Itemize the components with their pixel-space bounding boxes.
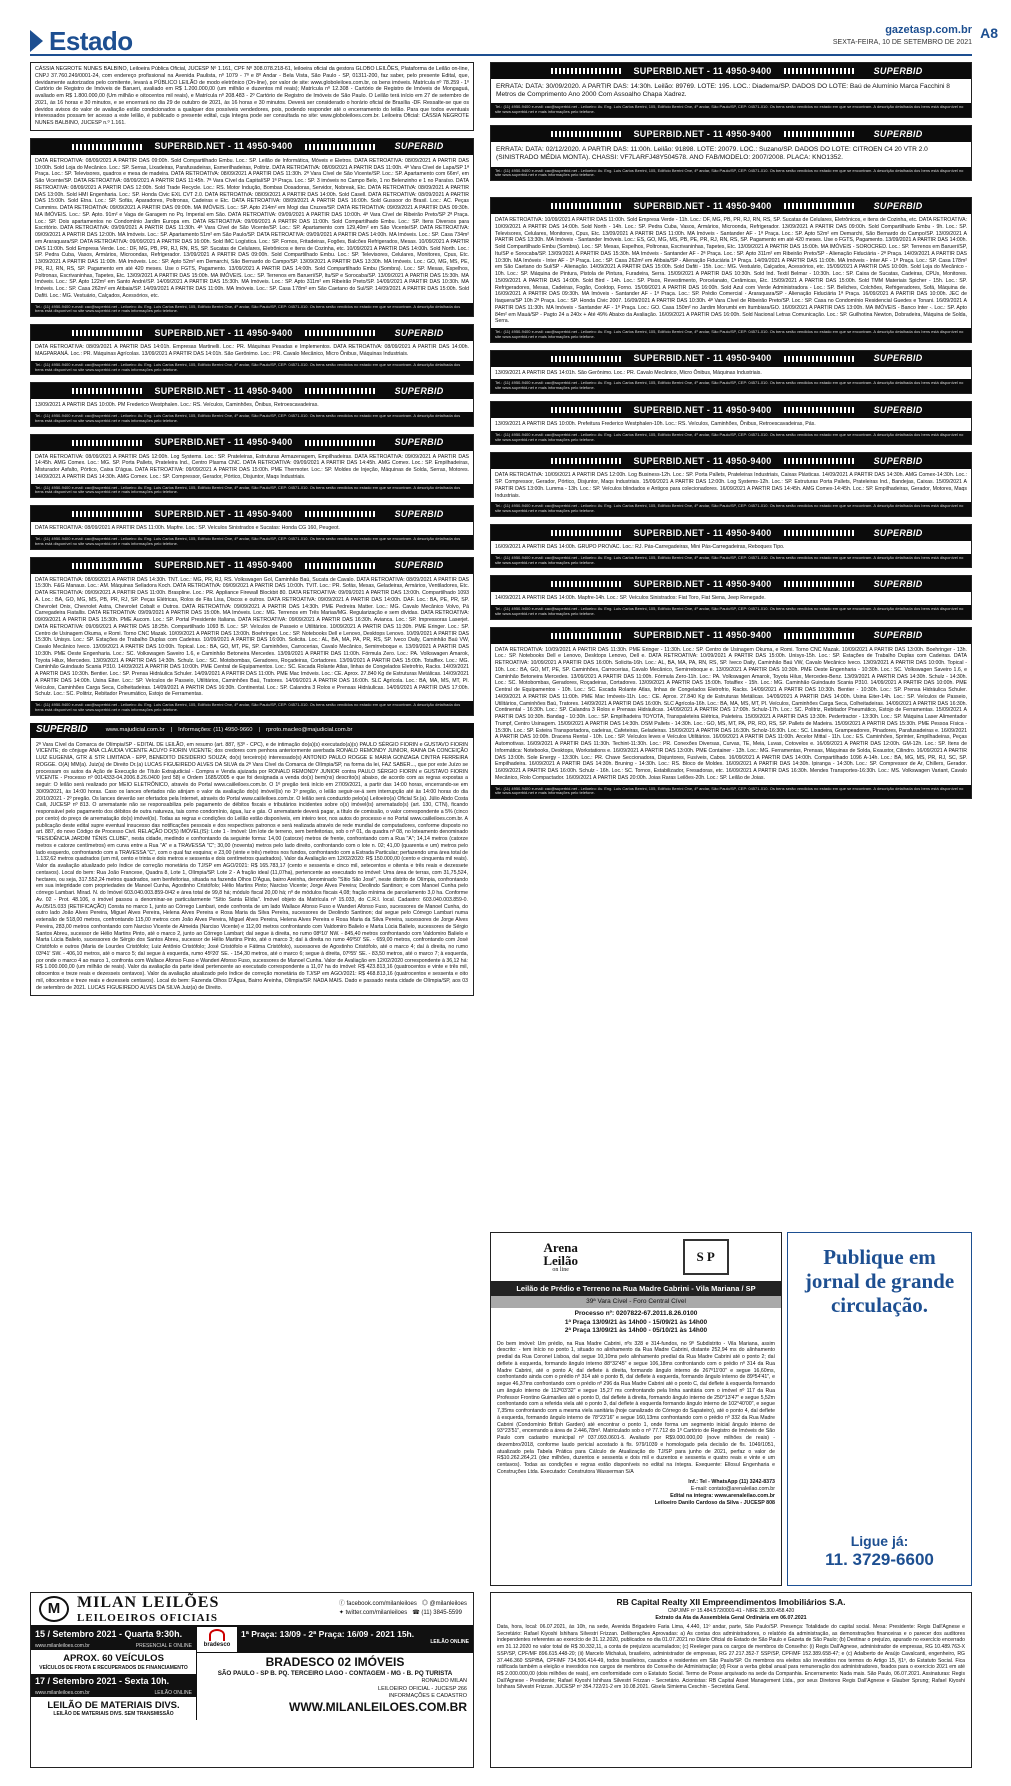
publique-phone[interactable]: 11. 3729-6600 (825, 1550, 934, 1570)
bradesco-title: BRADESCO 02 IMÓVEIS (265, 1655, 405, 1669)
superbid-ad (30, 138, 474, 317)
superbid-ad (30, 557, 474, 716)
edital-text: 2ª Vara Cível da Comarca de Olímpia/SP - EDITAL DE LEILÃO, em resumo (art. 887, §3º - CPC), e de intimação do(a)(s) executado(a)(s) PAULO SÉRGIO FIORIN e GUSTAVO FIORIN VICENTE; do cônjuge ANA CLÁUDIA VICENTE ACUYO FIORIN VICENTE; dos credores com penhora anteriormente averbada RONALD REMONDY JUNIOR, RAINA DA CONCEIÇÃO LUIZ EUGENIA, GTR & STR LIMITADA - EPP, BENEDITO DESIDERIO SOUZA; do(s) terceiro(s) interessado(s) ANTONIO PAULO ROGGE E MARIA GONZAGA CINTRA FERREIRA ROGGE. O(A) MM(a). Juiz(a) de Direito Dr.(a) LUCAS FIGUEIREDO ALVES DA SILVA da 2ª Vara Cível da Comarca de Olímpia/SP, na forma da lei, FAZ SABER..., que por este Juízo se processam os autos da Ação de Execução de Título Extrajudicial - Compra e Venda ajuizada por RONALD REMONDY JUNIOR contra PAULO SÉRGIO FIORIN e GUSTAVO FIORIN VICENTE - Processo nº 0014333-04.2006.8.26.0400 (ord 58) e Ordem 1685/2005 e que foi designada a venda do(s) bem(ns) descrito(s) abaixo, de acordo com as regras expostas a seguir: O leilão será realizado por MEIO ELETRÔNICO, através do Portal www.caiileiloes.com.br. O 1º pregão terá início em 27/09/2021, a partir das 14:00 horas, encerrando-se em 30/09/2021, às 14:00 horas. Caso os lances ofertados não atinjam o valor da avaliação do(s) imóvel(is) no 1º pregão, o leilão seguir-se-á sem interrupção até às 14:00 horas do dia 20/10/2021 - 2º pregão. Os lances deverão ser ofertados pela Internet, através do Portal www.caiileiloes.com.br. O leilão será conduzido pelo(a) Leiloeiro(a) Oficial Sr.(a). Júlio Abdo Costa Caili, JUCESP nº 813. O arrematante não se responsabiliza pelo pagamento de débitos fiscais e tributários incidentes sobre o(s) imóvel(is) arrematado(s) (art. 130, CTN), ficando responsável pelo pagamento dos débitos de outra natureza, tais como condomínio, água, luz e gás. O arrematante deverá pagar, a título de comissão, o valor correspondente a 5% (cinco por cento) do preço de arrematação do(s) imóvel(is). Todas as regras e condições do Leilão estão disponíveis, em inteiro teor, nos autos do processo e no Portal www.caiileiloes.com.br. A publicação deste edital supre eventual insucesso das notificações pessoais e dos respectivos patronos e será realizada através de rede mundial de computadores, conforme disposto no art. 887, do novo Código de Processo Civil. RELAÇÃO DO(S) IMÓVEL(IS): Lote 1 - Imóvel: Um lote de terreno, sem benfeitorias, sob o nº 01, da quadra nº 08, no loteamento denominado "RESIDÊNCIA JARDIM TÊNIS CLUBE", nesta cidade, medindo e confrontando da seguinte forma: 14,00 (catorze) metros de frente, confrontando com a Rua "A"; 14,14 metros (catorze metros e catorze centímetros) em curva entre a Rua "A" e a TRAVESSA "C"; 30,00 (noventa) metros pelo lado direito, confrontando com o lote n. 02; 41,00 (quarenta e um) metros pelo lado esquerdo, confrontando com a TRAVESSA "C", com o qual faz esquina; e 23,00 (vinte e três) metros nos fundos, confrontando com a Estrada Particular; perfazendo uma área total de 1.132,62 metros quadrados (um mil, cento e trinta e dois metros e sessenta e dois centímetros quadrados). Valor da Avaliação em 12/02/2020: R$ 150.000,00 (cento e cinquenta mil reais). Valor da avaliação atualizado pelo índice de correção monetária do TJ/SP em AGO/2021: R$ 165.783,17 (cento e sessenta e cinco mil, setecentos e oitenta e três reais e dezessete centavos). Local do bem: Rua João Francese, Quadra 8, Lote 1, Olímpia/SP. Lote 2 - A fração ideal (11,07ha), pertencente ao executado no imóvel: Uma área de terras, com 31,75,524, hectares, ou seja, 317.552,24 metros quadrados, sem benfeitorias, situada na fazenda Olhos D'Água, bairro Areinha, denominado "Sítio São José", neste distrito de Olímpia, confrontando em sua integridade com propriedades de Manoel Cunha, Agostinho Cristófolo; Hélio Martins Pinto; Narciso Vicente; Jorge Alves Pereira; Deolindo Santinon; e com Manoel Cunha pelo córrego Lambari. Mirad. N. do Imóvel 603.040.003.859-0/42 e área total de 99,8 há; módulo fiscal 20,00 há; nº de módulos fiscais 4,08; fração mínima de parcelamento 3,0 ha. Conforme Av. 02 - Prot. 48.106, o imóvel passou a denominar-se particularmente "Sítio Santa Elídia". Imóvel objeto da Matrícula nº 15.033, do C.R.I. local. Cadastro: 603.040.003.859-0. Av.05/15.033 (RETIFICAÇÃO) Consta no marco 1, junto ao Córrego Lambari, onde confronta de um lado Wallace Afonso Fuso e Wanderi Afonso Fuso, sucessores de Manoel Cunha, do outro lado João Alves Pereira, Miguel Alves Pereira, Helena Alves Pereira e Rosa Maria da Silva Pereira, sucessores de Deolindo Santinon; daí segue pelo Córrego Lambari numa extensão de 518,00 metros, confrontando 115,00 metros com João Alves Pereira, Miguel Alves Pereira, Helena Alves Pereira e Rosa Maria da Silva Pereira, sucessores de Jorge Alves Pereira, 283,00 metros confrontando com Narciso Vicente de Almeida (Narciso Vicente) e 112,00 metros confrontando com Valdomiro Balielo e Marta Lúcia Balielo, sucessores de Sérgio Santos Abreu, sucessor de Hélio Martins Pinto, até o marco 2, junto ao Córrego Lambari; daí segue à direita, no rumo 08º10' NW. - 845,40 metros confrontando com Valdomiro Balielo e Marta Lúcia Balielo, sucessores de Sérgio dos Santos Abreu, sucessor de Hélio Martins Pinto, até o marco 3; daí à direita no rumo 46º50' SE. - 659,00 metros, confrontando com José Cristófolo e outros (Maria de Lourdes Cristófolo; Luiz Antônio Cristófolo; José Cristófolo e Fátima Cristófolo), sucessores de Agostinho Cristófolo, até o marco 4; daí à direita, no rumo 03º41' SW. - 406,10 metros, até o marco 5; daí segue à esquerda, rumo 45º20' SE. - 154,30 metros, até o marco 6; segue à direita, 07º55' SE. - 83,50 metros, até o marco 7; à esquerda, por onde o marco 4 ao marco 1, confronta com Wallace Afonso Fuso e Wanderi Afonso Fuso, sucessores de Manoel Cunha. Valor de Avaliação em 12/02/2020 correspondente à 36,12 há: R$ 1.000.000,00 (um milhão de reais). Valor da avaliação da parte ideal pertencente ao executado correspondente a 11,07 ha do imóvel: R$ 423.813,16 (quatrocentos e vinte e três mil, oitocentos e treze reais e dezesseis centavos). Valor da avaliação atualizado pelo índice de correção monetária do TJ/SP em AGO/2021: R$ 468.813,16 (quatrocentos e sessenta e oito mil, oitocentos e treze reais e dezesseis centavos). Local do bem: Fazenda Olhos D'Água, Bairro Areinha, Olímpia/SP. NADA MAIS. Dado e passado nesta cidade de Olímpia/SP, aos 03 de setembro de 2021. LUCAS FIGUEIREDO ALVES DA SILVA Juiz(a) de Direito. (30, 738, 474, 997)
ad-footer: Tel.: (11) 4950-9400 e-mail: cac@superbid.net - Leiloeiro: Av. Eng. Luís Carlos Berrini, 105, Edifício Berrini One, 4º andar, São Paulo/SP, CEP: 04571-010. Os bens serão vendidos no estado em que se encontram. A descrição detalhada dos bens está disponível no site www.superbid.net e mais informações pelo telefone. (31, 535, 473, 549)
arena-process: Processo nº: 0207822-67.2011.8.26.0100 1ª Praça 13/09/21 às 14h00 - 15/09/21 às 14h00 2ª Praça 13/09/21 às 14h00 - 05/10/21 às 14h00 (564, 1310, 708, 1335)
ad-footer: Tel.: (11) 4950-9400 e-mail: cac@superbid.net - Leiloeiro: Av. Eng. Luís Carlos Berrini, 105, Edifício Berrini One, 4º andar, São Paulo/SP, CEP: 04571-010. Os bens serão vendidos no estado em que se encontram. A descrição detalhada dos bens está disponível no site www.superbid.net e mais informações pelo telefone. (491, 379, 971, 393)
rb-cnpj: CNPJ/MF nº 15.484.572/0001-41 - NIRE 35.300.458.420 (667, 1608, 795, 1615)
superbid-errata (490, 62, 972, 118)
superbid-banner: SUPERBID.NET - 11 4950-9400 SUPERBID (491, 628, 971, 644)
rb-subtitle: Extrato da Ata da Assembleia Geral Ordinária em 06.07.2021 (655, 1615, 807, 1622)
left-column (30, 62, 474, 996)
court-seal-icon: S P (683, 1239, 729, 1275)
rb-title: RB Capital Realty XII Empreendimentos Imobiliários S.A. (616, 1597, 846, 1607)
phone-icon: ☎ (412, 1610, 422, 1616)
superbid-ad (490, 401, 972, 445)
ad-listing: DATA RETROATIVA: 08/09/2021 A PARTIR DAS 11:00h. Mapfre. Loc.: SP. Veículos Sinistrados e Sucatas: Honda CG 160, Peugeot. (35, 525, 340, 532)
ad-footer: Tel.: (11) 4950-9400 e-mail: cac@superbid.net - Leiloeiro: Av. Eng. Luís Carlos Berrini, 105, Edifício Berrini One, 4º andar, São Paulo/SP, CEP: 04571-010. Os bens serão vendidos no estado em que se encontram. A descrição detalhada dos bens está disponível no site www.superbid.net e mais informações pelo telefone. (491, 785, 971, 799)
bradesco-section (197, 1627, 473, 1720)
superbid-banner: SUPERBID.NET - 11 4950-9400 SUPERBID (491, 402, 971, 418)
superbid-banner: SUPERBID.NET - 11 4950-9400 SUPERBID (31, 435, 473, 451)
event-date: 17 / Setembro 2021 - Sexta 10h. (31, 1674, 196, 1689)
milan-name: MILAN LEILÕES LEILOEIROS OFICIAIS (77, 1593, 220, 1625)
praca-dates: 1ª Praça: 13/09 - 2ª Praça: 16/09 - 2021 15h. LEILÃO ONLINE (237, 1627, 473, 1652)
superbid-banner: SUPERBID.NET - 11 4950-9400 SUPERBID (491, 525, 971, 541)
milan-footer: RONALDO MILAN LEILOEIRO OFICIAL - JUCESP 266 INFORMAÇÕES E CADASTRO WWW.MILANLEILOES.COM.BR (289, 1678, 467, 1714)
ad-footer: Tel.: (11) 4950-9400 e-mail: cac@superbid.net - Leiloeiro: Av. Eng. Luís Carlos Berrini, 105, Edifício Berrini One, 4º andar, São Paulo/SP, CEP: 04571-010. Os bens serão vendidos no estado em que se encontram. A descrição detalhada dos bens está disponível no site www.superbid.net e mais informações pelo telefone. (491, 554, 971, 568)
arena-header (491, 1233, 781, 1281)
edital-site[interactable]: www.majudicial.com.br (105, 726, 165, 733)
ad-footer: Tel.: (11) 4950-9400 e-mail: cac@superbid.net - Leiloeiro: Av. Eng. Luís Carlos Berrini, 105, Edifício Berrini One, 4º andar, São Paulo/SP, CEP: 04571-010. Os bens serão vendidos no estado em que se encontram. A descrição detalhada dos bens está disponível no site www.superbid.net e mais informações pelo telefone. (31, 484, 473, 498)
header-info (833, 24, 972, 48)
superbid-banner: SUPERBID.NET - 11 4950-9400 SUPERBID (491, 126, 971, 142)
superbid-errata (490, 125, 972, 181)
twitter-icon: ✦ (338, 1610, 346, 1616)
ad-listing: DATA RETROATIVA: 08/09/2021 A PARTIR DAS 09:00h. Sold Compartilhado Embu. Loc.: SP. Leilão de Informática, Móveis e Eletros. DATA RETROATIVA: 08/09/2021 A PARTIR DAS 10:00h. Sold Loja do Mecânico. Loc.: SP. Serras, Lixadeiras, Parafusadeiras, Esmerilhadeiras, Politriz. DATA RETROATIVA: 08/09/2021 A PARTIR DAS 11:00h. 4ª Vara Cível de Lapa/SP 1ª Praça. Loc.: SP. Televisores, quadros e mesa de madeira. DATA RETROATIVA: 08/09/2021 A PARTIR DAS 11:30h. 2ª Vara Cível de São Vicente/SP. Loc.: SP. Apartamento com 66m², em São Vicente/SP. DATA RETROATIVA: 08/09/2021 A PARTIR DAS 11:45h. 7ª Vara Cível da Capital/SP 1ª Praça. Loc.: SP. 3 imóveis no Campo Belo, 1 no Belenzinho e 1 no Paraíso. DATA RETROATIVA: 08/09/2021 A PARTIR DAS 12:00h. Sold Trade Recycle. Loc.: RS. Motor Indução, Bombas Dosadoras, Servidor, Nobreak, Etc. DATA RETROATIVA: 08/09/2021 A PARTIR DAS 13:00h. Sold HMI Engenharia. Loc.: SP. Honda Civic EXL CVT 2.0. DATA RETROATIVA: 08/09/2021 A PARTIR DAS 14:00h. Sold Casell. DATA RETROATIVA: 08/09/2021 A PARTIR DAS 15:00h. Sold Etna. Loc.: SP. Sofás, Aparadores, Poltronas, Cadeiras e Etc. DATA RETROATIVA: 08/09/2021 A PARTIR DAS 16:00h. Sold Gussoor do Brasil. Loc.: AC. Peças Cummins. DATA RETROATIVA: 09/09/2021 A PARTIR DAS 09:00h. MA IMÓVEIS. Loc.: SP. Apto 214m² em Mogi das Cruzes/SP. DATA RETROATIVA: 09/09/2021 A PARTIR DAS 09:30h. MA IMÓVEIS. Loc.: SP. Apto. 91m² e Vaga de Garagem no Pq. Imperial em São. DATA RETROATIVA: 09/09/2021 A PARTIR DAS 10:00h. 4ª Vara Cível de Ribeirão Preto/SP 2ª Praça. Loc.: SP. Dois apartamentos no Condomínio Jardim Europa em. DATA RETROATIVA: 09/09/2021 A PARTIR DAS 11:00h. Sold Compartilhado Embu. Loc.: SP. Itens Diversos para Escritório. DATA RETROATIVA: 09/09/2021 A PARTIR DAS 11:30h. 4ª Vara Cível de São Vicente/SP. Loc.: SP. Apartamento com 129,40m² em São Vicente/SP. DATA RETROATIVA: 09/09/2021 A PARTIR DAS 12:00h. MA Imóveis. Loc.: SP. Apartamento 51m² em São Paulo/SP. DATA RETROATIVA: 09/09/2021 A PARTIR DAS 14:00h. MA Imóveis. Loc.: SP. Casa 734m² em Araraquara/SP. DATA RETROATIVA: 09/09/2021 A PARTIR DAS 16:00h. Sold IMC Logística. Loc.: SP. Fornos, Fritadeiras, Fogões, Balcões Refrigerados, Mesas. 10/09/2021 A PARTIR DAS 11:00h. Sold Empresa Verde. Loc.: DF, MG, PB, PR, RJ, RN, RS, SP. Sucatas de Celulares, Eletrônicos e itens de Cozinha, etc. 10/09/2021 A PARTIR DAS 14:00h. Sold North. Loc.: SP. Pedra Cuba, Vasos, Armários, Microondas, Refrigerador. 13/09/2021 A PARTIR DAS 09:00h. Sold Compartilhado Embu. Loc.: SP. Televisores, Celulares, Monitores, Cpus, Etc. 13/09/2021 A PARTIR DAS 11:00h. MA Imóveis. Loc.: SP. Apto 52m² em Demarchi, São Bernardo do Campo/SP. 13/09/2021 A PARTIR DAS 13:30h. MA Imóveis. Loc.: GO, MG, MS, PE, PR, RJ, RN, RS, SP. Pagamento em até 420 meses. Use o FGTS, Pagamento. 13/09/2021 A PARTIR DAS 14:00h. Sold Compartilhado Embu (Sombra). Loc.: SP. Mesas, Espelhos, Poltronas, Escrivaninhas, Tapetes, Etc. 13/09/2021 A PARTIR DAS 15:00h. MA IMÓVEIS. Loc.: SP. Terrenos em Barueri/SP, Itu/SP e Sorocaba/SP. 13/09/2021 A PARTIR DAS 15:30h. MA Imóveis. Loc.: SP. Apto 122m² em Santo André/SP. 14/09/2021 A PARTIR DAS 15:30h. MA Imóveis. Loc.: SP. Apto 311m² em Ribeirão Preto/SP. 14/09/2021 A PARTIR DAS 10:30h. MA Imóveis. Loc.: SP. Casa 262m² em Atibaia/SP. 14/09/2021 A PARTIR DAS 11:00h. MA Imóveis. Loc.: SP. Casa 178m² em São Caetano do Sul/SP. 14/09/2021 A PARTIR DAS 15:00h. Sold Dafiti. Loc.: MG. Vestuário, Calçados, Acessórios, etc. (35, 157, 469, 299)
ad-listing: 13/09/2021 A PARTIR DAS 10:00h. Prefeitura Frederico Westphalen-10h. Loc.: RS. Veículos, Caminhões, Ônibus, Retroescavadeiras, Pás. (495, 421, 816, 428)
milan-logo-icon: M (39, 1596, 69, 1622)
ad-footer: Tel.: (11) 4950-9400 e-mail: cac@superbid.net - Leiloeiro: Av. Eng. Luís Carlos Berrini, 105, Edifício Berrini One, 4º andar, São Paulo/SP, CEP: 04571-010. Os bens serão vendidos no estado em que se encontram. A descrição detalhada dos bens está disponível no site www.superbid.net e mais informações pelo telefone. (31, 361, 473, 375)
milan-social: ⓕ facebook.com/milanleiloes ◎ @milanleiloes ✦ twitter.com/milanleiloes ☎ (11) 3845-5599 (338, 1601, 467, 1616)
globo-leiloes-notice: CÁSSIA NEGROTE NUNES BALBINO, Leiloeira Pública Oficial, JUCESP Nº 1.161, CPF Nº 308.078.218-61, leiloeira oficial da gestora GLOBO LEILÕES, Plataforma de Leilão on-line, CNPJ 37.760.249/0001-24, com endereço profissional na Avenida Paulista, nº 1079 - 7º e 8º Andar - Bela Vista, São Paulo - SP, 01311-200, faz saber, pelo presente Edital, que, devidamente autorizados pelo comitente, levará a PÚBLICO LEILÃO de modo eletrônico (On-line), por valor de site: www.globoleiloes.com.br, os bens imóveis. Matrícula nº 78.259 - 1º Cartório de Registro de Imóveis de Barueri, avaliado em R$ 1.200.000,00 (um milhão e duzentos mil reais); Matrícula nº 12.308 - Cartório de Registro de Imóveis de Mongaguá, avaliado em R$ 1.800.000,00 (Um milhão e oitocentos mil reais), e Matrícula nº 208.483 - 2º Cartório de Registro de Imóveis de São Paulo. O Leilão terá início em 27 de setembro de 2021, às 16 horas e 30 minutos, e se encerrará no dia 29 de outubro de 2021, às 16 horas e 30 minutos. Deverá ser considerado o horário oficial de Brasília -DF. Ressalte-se que os devidos avisos do valor de avaliação estão condicionados a qualquer dos possíveis vendedores, pois, podendo responder até o encerramento do leilão. Para que todos eventuais interessados possam ter acesso a este leilão, é publicado o presente edital, cuja íntegra pode ser consultada no site: www.globoleiloes.com.br. Leiloeira Oficial: CÁSSIA NEGROTE NUNES BALBINO, JUCESP n.º 1.161. (30, 62, 474, 131)
event-date: 15 / Setembro 2021 - Quarta 9:30h. (31, 1627, 196, 1642)
arena-court: 39ª Vara Cível - Foro Central Cível (491, 1296, 781, 1308)
event-title: APROX. 60 VEÍCULOS VEÍCULOS DE FROTA E RECUPERADOS DE FINANCIAMENTO (39, 1653, 188, 1671)
ad-listing: 13/09/2021 A PARTIR DAS 10:00h. PM Frederico Westphalen. Loc.: RS. Veículos, Caminhões, Ônibus, Retroescavadeiras. (35, 402, 319, 409)
errata-text: ERRATA: DATA: 30/09/2020. A PARTIR DAS: 14:30h. Leilão: 89769. LOTE: 195. LOC.: Diadema/SP. DADOS DO LOTE: Baú de Alumínio Marca Facchini 8 Metros de Comprimento Ano 2000 Com Assoalho Chapa Xadrez. (496, 83, 950, 99)
superbid-ad (30, 324, 474, 375)
page-number: A8 (980, 25, 998, 41)
superbid-ad (490, 350, 972, 394)
arena-logo: Arena Leilão on line (543, 1240, 578, 1273)
ad-listing: DATA RETROATIVA: 10/09/2021 A PARTIR DAS 12:00h. Log Business-12h. Loc.: SP. Porta Pallets, Prateleiras Industriais, Caixas Plásticas. 14/09/2021 A PARTIR DAS 14:30h. AMG Comex-14:30h. Loc.: SP. Compressor, Gerador, Pórtico, Disjuntor, Maqs Industriais. 15/09/2021 A PARTIR DAS 12:00h. Log Systems-12h. Loc.: SP. Estruturas Porta Pallets, Prateleiras Ind., Bandejas, Caixas. 15/09/2021 A PARTIR DAS 13:00h. Lumma - 13h. Loc.: SP. Veículos blindados e Antigos para colecionadores. 16/09/2021 A PARTIR DAS 14:45h. AMG Comex-14:45h. Loc.: SP. Empilhadeiras, Gerador, Motores, Maqs Industriais. (495, 472, 967, 499)
ad-footer: Tel.: (11) 4950-9400 e-mail: cac@superbid.net - Leiloeiro: Av. Eng. Luís Carlos Berrini, 105, Edifício Berrini One, 4º andar, São Paulo/SP, CEP: 04571-010. Os bens serão vendidos no estado em que se encontram. A descrição detalhada dos bens está disponível no site www.superbid.net e mais informações pelo telefone. (31, 701, 473, 715)
superbid-ad (30, 434, 474, 499)
ad-footer: Tel.: (11) 4950-9400 e-mail: cac@superbid.net - Leiloeiro: Av. Eng. Luís Carlos Berrini, 105, Edifício Berrini One, 4º andar, São Paulo/SP, CEP: 04571-010. Os bens serão vendidos no estado em que se encontram. A descrição detalhada dos bens está disponível no site www.superbid.net e mais informações pelo telefone. (491, 431, 971, 445)
right-column (490, 62, 972, 799)
publique-call: Ligue já: 11. 3729-6600 (796, 1533, 963, 1571)
ad-listing: 16/09/2021 A PARTIR DAS 14:00h. GRUPO PROVAC. Loc.: RJ. Pás-Carregadeiras, Mini Pás-Carregadeiras, Reboques Tipo. (495, 544, 785, 550)
publique-title: Publique em jornal de grande circulação. (804, 1245, 955, 1318)
superbid-ad (490, 197, 972, 343)
milan-leiloes-ad (30, 1592, 474, 1768)
ad-listing: 14/09/2021 A PARTIR DAS 14:00h. Mapfre-14h. Loc.: SP. Veículos Sinistrados: Fiat Toro, Fiat Siena, Jeep Renegade. (495, 595, 766, 602)
superbid-banner: SUPERBID.NET - 11 4950-9400 SUPERBID (491, 198, 971, 214)
superbid-ad (30, 382, 474, 426)
instagram-icon: ◎ (421, 1601, 430, 1607)
page-header (30, 22, 998, 56)
milan-header (31, 1593, 473, 1627)
superbid-banner: SUPERBID.NET - 11 4950-9400 SUPERBID (31, 325, 473, 341)
superbid-banner: SUPERBID.NET - 11 4950-9400 SUPERBID (491, 453, 971, 469)
bradesco-logo: bradesco (197, 1629, 237, 1649)
arena-contact: Inf.: Tel - WhatsApp (11) 3242-8373 E-mail: contato@arenaleilao.com.br Edital na íntegra: www.arenaleilao.com.br Leiloeiro Danilo Cardoso da Silva - JUCESP 808 (654, 1478, 775, 1507)
event-title: LEILÃO DE MATERIAIS DIVS. LEILÃO DE MATERIAIS DIVS. SEM TRANSMISSÃO (47, 1699, 180, 1718)
arena-title: Leilão de Prédio e Terreno na Rua Madre Cabrini - Vila Mariana / SP (491, 1281, 781, 1296)
ad-listing: DATA RETROATIVA: 08/09/2021 A PARTIR DAS 14:01h. Empresas Martinelli. Loc.: PR. Máquinas Pesadas e Implementos. DATA RETROATIVA: 08/09/2021 A PARTIR DAS 14:00h. MAGPARANÁ. Loc.: PR. Máquinas Agrícolas. 13/09/2021 A PARTIR DAS 14:01h. São Gerônimo. Loc.: PR. Cavalo Mecânico, Micro Ônibus, Máquinas Industriais. (35, 344, 469, 357)
superbid-banner: SUPERBID.NET - 11 4950-9400 SUPERBID (31, 139, 473, 155)
ad-footer: Tel.: (11) 4950-9400 e-mail: cac@superbid.net - Leiloeiro: Av. Eng. Luís Carlos Berrini, 105, Edifício Berrini One, 4º andar, São Paulo/SP, CEP: 04571-010. Os bens serão vendidos no estado em que se encontram. A descrição detalhada dos bens está disponível no site www.superbid.net e mais informações pelo telefone. (31, 303, 473, 317)
ad-listing: DATA RETROATIVA: 10/09/2021 A PARTIR DAS 11:00h. Sold Empresa Verde - 11h. Loc.: DF, MG, PB, PR, RJ, RN, RS, SP. Sucatas de Celulares, Eletrônicos, e itens de Cozinha, etc. DATA RETROATIVA: 10/09/2021 A PARTIR DAS 14:00h. Sold North - 14h. Loc.: SP. Pedra Cuba, Vasos, Armários, Microonda, Refrigerador. 13/09/2021 A PARTIR DAS 09:00h. Sold Compartilhado Embu - 9h. Loc.: SP. Televisores, Celulares, Monitores, Cpus, Etc. 13/09/2021 A PARTIR DAS 11:00h. MA Imóveis - Santander AF - 1ª Praça. Loc.: SP. Apto 52m² em Demarchi, São Bernardo do Campo/SP. 13/09/2021 A PARTIR DAS 13:30h. MA Imóveis - Santander Imóveis. Loc.: ES, GO, MG, MS, PB, PE, PR, RJ, RN, RS, SP. Pagamento em até 420 meses. Use o FGTS, Pagamento. 13/09/2021 A PARTIR DAS 14:00h. Sold Compartilhado Embu (Sombra). Loc.: SP. Mesas, Espelhos, Poltronas, Escrivaninhas, Tapetes, Etc. 13/09/2021 A PARTIR DAS 15:00h. MA IMÓVEIS - SOROCRED. Loc.: SP. Terrenos em Barueri/SP, Itu/SP e Sorocaba/SP. 13/09/2021 A PARTIR DAS 15:30h. MA Imóveis - Santander AF - 2ª Praça. Loc.: SP. Apto 311m² em Ribeirão Preto/SP - Alienação Fiduciária - 2ª Praça. 14/09/2021 A PARTIR DAS 10:30h. MA Imóveis - Inter AF - 1ª Praça. Loc.: SP. Casa 262m² em Atibaia/SP - Alienação Fiduciária 1ª Praça. 14/09/2021 A PARTIR DAS 11:00h. MA Imóveis - Inter AF - 1ª Praça. Loc.: SP. Casa 178m² em São Caetano do Sul/SP - Alienação. 14/09/2021 A PARTIR DAS 15:00h. Sold Dafiti - 15h. Loc.: MG. Vestuário, Calçados, Acessórios, etc. 15/09/2021 A PARTIR DAS 10:00h. Sold Loja do Mecânico - 10h. Loc.: SP. Máquina de Pintura, Pistola de Pintura, Furadeira, Serra. 15/09/2021 A PARTIR DAS 10:30h. Sold Ind. Textil Belmar - 10:30h. Loc.: SP. Caixa de Sucatas, Cadeiras, CPUs, Monitores. 15/09/2021 A PARTIR DAS 14:00h. Sold Bird - 14h. Loc.: SP. Pisos, Revestimento, Porcelanato, Cerâmicas, Etc. 15/09/2021 A PARTIR DAS 15:00h. Sold TMM Materiais Spicher - 15h. Loc.: SP. Refrigeradores, Mesas, Cadeiras, Fogão, Cooktop, Forno. 15/09/2021 A PARTIR DAS 16:00h. Sold Azul com Verde Administradora - Loc.: SP. Beliches, Colchões, Refrigeradores, Sofá, Máquina de. 16/09/2021 A PARTIR DAS 09:30h. MA Imóveis - Santander AF - 1ª Praça. Loc.: SP. Prédio Comercial - Araraquara/SP - Alienação Fiduciária 1ª Praça. 16/09/2021 A PARTIR DAS 10:00h. JEC de Itaquera/SP 10h 2ª Praça. Loc.: SP. Honda Civic 2007. 16/09/2021 A PARTIR DAS 10:30h. 4ª Vara Cível de Ribeirão Preto/SP. Loc.: SP. Casa no Condomínio Residencial Guedes e Tonani. 16/09/2021 A PARTIR DAS 11:30h. MA Imóveis - Santander AF - 1ª Praça. Loc.: GO. Casa 150m² no Jardim Morumbi em Itumbiara/GO. 16/09/2021 A PARTIR DAS 13:00h. MA IMÓVEIS - Banco Inter -. Loc.: SP. Apto 84m² em Mauá/SP - Pagto 24 a 240x + Até 49% Abaixo da Avaliação. 16/09/2021 A PARTIR DAS 16:00h. Sold Nacional Letras Comunicação. Loc.: SP. Guilhotina Newton, Dobradeira, Máquina de Solda, Serra. (495, 217, 967, 325)
edital-email[interactable]: rproto.macleo@majudicial.com.br (266, 726, 353, 733)
superbid-banner: SUPERBID.NET - 11 4950-9400 SUPERBID (491, 351, 971, 367)
ad-footer: Tel.: (11) 4950-9400 e-mail: cac@superbid.net - Leiloeiro: Av. Eng. Luís Carlos Berrini, 105, Edifício Berrini One, 4º andar, São Paulo/SP, CEP: 04571-010. Os bens serão vendidos no estado em que se encontram. A descrição detalhada dos bens está disponível no site www.superbid.net e mais informações pelo telefone. (491, 167, 971, 181)
site-link[interactable]: gazetasp.com.br (885, 24, 972, 36)
superbid-ad (30, 505, 474, 549)
superbid-banner: SUPERBID.NET - 11 4950-9400 SUPERBID (31, 383, 473, 399)
superbid-logo: SUPERBID (36, 724, 88, 736)
arena-leilao-ad (490, 1232, 782, 1586)
ad-listing: DATA RETROATIVA: 10/09/2021 A PARTIR DAS 11:30h. PME Eringer - 11:30h. Loc.: SP. Centro de Usinagem Okuma, e Romi. Torno CNC Mazak. 10/09/2021 A PARTIR DAS 13:00h. Boehringer - 13h. Loc.: SP. Notebooks Dell e Lenovo, Desktops Lenovo, Dell e. DATA RETROATIVA: 10/09/2021 A PARTIR DAS 15:00h. Unisys-15h. Loc.: SP. Estações de Trabalho Duplas com Cadeiras. DATA RETROATIVA: 10/09/2021 A PARTIR DAS 16:00h. Solicita-16h. Loc.: AL, BA, MA, PA, RN, RS, SP. Iveco Daily, Caminhão Baú VW, Cavalo Mecânico Iveco. 13/09/2021 A PARTIR DAS 10:00h. Topical - 10h. Loc.: BA, GO, MT, PE, SP. Caminhões, Carrocerias, Cavalo Mecânico, Semirreboque e. 13/09/2021 A PARTIR DAS 10:30h. PME Oeste Engenharia - 10:30h. Loc.: SC. Volkswagen Saveiro 1.6, e Caminhão Betoneira Mercedes. 13/09/2021 A PARTIR DAS 11:00h. Fórmula Zero-11h. Loc.: PA. Volkswagen Amarok, Toyota Hilux, Mercedes-Benz. 13/09/2021 A PARTIR DAS 14:30h. Schulz - 14:30h. Loc.: SC. Motobombas, Geradores, Roçadeiras, Cortadores. 13/09/2021 A PARTIR DAS 15:00h. Totalflex - 15h. Loc.: MG. Caminhão Guindauto Scania P310. 14/09/2021 A PARTIR DAS 10:00h. PME Central de Equipamentos - 10h. Loc.: SC. Escada Rolante Atlas, linhas de Congelados Eletrofrio, Racks. 14/09/2021 A PARTIR DAS 10:30h. Bentier - 10:30h. Loc.: SP. Prensa Hidráulica Schuler. 14/09/2021 A PARTIR DAS 11:00h. PME Mac Imóveis-11h. Loc.: CE. Aprox. 27.840 Kg de Estruturas Metálicas. 14/09/2021 A PARTIR DAS 14:00h. Usina Eiter-14h. Loc.: SP. Veículos de Passeio, Utilitários, Caminhões Baú, Tratores. 14/09/2021 A PARTIR DAS 16:00h. SLC Agrícola-16h. Loc.: BA, MA, MS, MT, PI. Veículos, Caminhões Carga Seca, Colheitadeiras. 14/09/2021 A PARTIR DAS 16:30h. Continental - 16:30h. Loc.: SP. Calandra 3 Rolos e Prensas Hidráulicas. 14/09/2021 A PARTIR DAS 17:00h. Schulz-17h. Loc.: SC. Politriz, Rebitador Pneumático, Estojo de Ferramentas. 15/09/2021 A PARTIR DAS 10:30h. Bandag - 10:30h. Loc.: SP. Empilhadeira TOYOTA, Transpaleteira Elétrica, Paleteira. 15/09/2021 A PARTIR DAS 13:30h. Pedertractor - 13:30h. Loc.: SP. Máquina Laser Alimentador Trumpf, Centro Usinagem. 15/09/2021 A PARTIR DAS 14:30h. DSM Pallets - 14:30h. Loc.: GO, MS, MT, PA, PR, RO, RS, SP. Pallets de Madeira. 15/09/2021 A PARTIR DAS 15:30h. PME Pessoa Física - 15:30h. Loc.: SP. Esteira Transportadora, cadeiras, Cafeteiras, Geladeiras. 15/09/2021 A PARTIR DAS 16:30h. Scholz-16:30h. Loc.: SC. Lixadeira, Grampeadores, Pinadores, Parafusadeiras e. 16/09/2021 A PARTIR DAS 10:00h. Dracena Rental - 10h. Loc.: SP. Veículos leves e Veículos Utilitários. 16/09/2021 A PARTIR DAS 11:00h. Arcelor Mittal - 11h. Loc.: ES. Caminhões, Sprinter, Empilhadeiras, Peças Automotivas. 16/09/2021 A PARTIR DAS 11:30h. Techint-11:30h. Loc.: PR. Conexões Diversas, Curvas, TE, Meia, Luvas, Cotovelos e. 16/09/2021 A PARTIR DAS 12:00h. GM-12h. Loc.: SP. Itens de Informática: Notebooks, Desktops, Workstations e. 16/09/2021 A PARTIR DAS 13:00h. PME Container - 13h. Loc.: MG. Ferramentas, Prensas, Máquinas de Solda, Exaustor, Cilindro. 16/09/2021 A PARTIR DAS 13:00h. Sole Energy - 13:30h. Loc.: PR. Chave Seccionadora, Disjuntores, Fusíveis, Cabos. 16/09/2021 A PARTIR DAS 14:00h. Compartilhado 1096 A-14h. Loc.: BA, MG, MS, PR, RJ, SC, SP. Empilhadeira. 16/09/2021 A PARTIR DAS 14:30h. Bruning - 14:30h. Loc.: RS. Bloco de Moldes. 16/09/2021 A PARTIR DAS 14:30h. Ipiranga - 14:30h. Loc.: SP. Compressor de Ar, Chillers, Gerador. 16/09/2021 A PARTIR DAS 16:00h. Schulz - 16h. Loc.: SC. Tornos, Estabilizador, Fresadoras, etc. 16/09/2021 A PARTIR DAS 16:30h. Mendes Transportes-16:30h. Loc.: MS. Volkswagen Variant, Cavalo Mecânico, Rolo Compactador. 16/09/2021 A PARTIR DAS 20:00h. Joias Raras Leilões-20h. Loc.: SP. Leilão de Joias. (495, 646, 967, 781)
milan-events: 15 / Setembro 2021 - Quarta 9:30h. www.milanleiloes.com.br PRESENCIAL E ONLINE APROX. 60 VEÍCULOS VEÍCULOS DE FROTA E RECUPERADOS DE FINANCIAMENTO 17 / Setembro 2021 - Sexta 10h. www.milanleiloes.com.br LEILÃO ONLINE LEILÃO DE MATERIAIS DIVS. LEILÃO DE MATERIAIS DIVS. SEM TRANSMISSÃO (31, 1627, 197, 1720)
masthead-logo: Estado (30, 26, 133, 58)
superbid-banner: SUPERBID.NET - 11 4950-9400 SUPERBID (491, 576, 971, 592)
superbid-banner: SUPERBID.NET - 11 4950-9400 SUPERBID (491, 63, 971, 79)
ad-listing: DATA RETROATIVA: 08/09/2021 A PARTIR DAS 12:00h. Log Systems. Loc.: SP. Prateleiras, Estruturas Armazenagem, Empilhadeiras. DATA RETROATIVA: 09/09/2021 A PARTIR DAS 14:45h. AMG Comex. Loc.: MG. SP. Porta Pallets, Prateleira Ind., Centro Plasma CNC. DATA RETROATIVA: 09/09/2021 A PARTIR DAS 14:45h. AMG Comex. Loc.: SP. Empilhadeiras, Misturador Asfalto, Pórtico, Caixa D'água. DATA RETROATIVA: 09/09/2021 A PARTIR DAS 15:00h. PME Thermoter. Loc.: SP. Moldes de Injeção, Máquinas de Solda, Serras, Motores. 14/09/2021 A PARTIR DAS 14:30h. AMG Comex. Loc.: SP. Compressor, Gerador, Pórtico, Disjuntor, Maqs Industriais. (35, 453, 469, 480)
superbid-ad (490, 452, 972, 517)
bradesco-location: SÃO PAULO - SP B. PQ. TERCEIRO LAGO - CONTAGEM - MG - B. PQ TURISTA (217, 1669, 453, 1677)
superbid-ad (490, 524, 972, 568)
issue-date: SEXTA-FEIRA, 10 DE SETEMBRO DE 2021 (832, 39, 972, 47)
superbid-ad (490, 627, 972, 800)
edital-header: SUPERBID www.majudicial.com.br | Informações: (11) 4950-9660 | rproto.macleo@majudicial.com.br (30, 723, 474, 738)
superbid-banner: SUPERBID.NET - 11 4950-9400 SUPERBID (31, 506, 473, 522)
errata-text: ERRATA: DATA: 02/12/2020. A PARTIR DAS: 11:00h. Leilão: 91898. LOTE: 20079. LOC.: Suzano/SP. DADOS DO LOTE: CITROEN C4 20 VTR 2.0 (SINISTRADO MÉDIA MONTA). CHASSI: VF7LARFJ48Y504578. ANO FAB/MODELO: 2007/2008. PLACA: KNO1352. (496, 146, 928, 162)
ad-footer: Tel.: (11) 4950-9400 e-mail: cac@superbid.net - Leiloeiro: Av. Eng. Luís Carlos Berrini, 105, Edifício Berrini One, 4º andar, São Paulo/SP, CEP: 04571-010. Os bens serão vendidos no estado em que se encontram. A descrição detalhada dos bens está disponível no site www.superbid.net e mais informações pelo telefone. (491, 605, 971, 619)
ad-listing: DATA RETROATIVA: 08/09/2021 A PARTIR DAS 14:30h. TNT. Loc.: MG, PR, RJ, RS. Volkswagen Gol, Caminhão Baú, Sucata de Cavalo. DATA RETROATIVA: 08/09/2021 A PARTIR DAS 15:30h. F&G Manaus. Loc.: AM. Máquinas Selladora Koch. DATA RETROATIVA: 09/09/2021 A PARTIR DAS 10:00h. TVIT. Loc.: PR. Sofás, Mesas, Geladeiras, Armários, Ventiladores, Etc. DATA RETROATIVA: 09/09/2021 A PARTIR DAS 11:00h. Braspline. Loc.: PR. Appliance Firewall Blockbit 80. DATA RETROATIVA: 09/09/2021 A PARTIR DAS 13:00h. Compartilhado 1093 A. Loc.: BA, GO, MG, MS, PB, PR, RJ, SP. Peças Elétricas, Rolos de Fita Lisa, Discos e outros. DATA RETROATIVA: 09/09/2021 A PARTIR DAS 14:00h. DAF. Loc.: BA, PE, PR, SP. Chevrolet Onix, Chevrolet Astra, Chevrolet Cobalt e Outros. DATA RETROATIVA: 09/09/2021 A PARTIR DAS 14:30h. PME Pedreira Matter. Loc.: MG. Cavalo Mecânico Volvo, Pá Carregadeira Fiatallis. DATA RETROATIVA: 09/09/2021 A PARTIR DAS 15:00h. MA Imóveis. Loc.: MG. Terrenos em Três Marias/MG. Regularização e sem dívidas. DATA RETROATIVA: 09/09/2021 A PARTIR DAS 15:30h. PME Aucom. Loc.: SP. Portal Presidente Italiana. DATA RETROATIVA: 09/09/2021 A PARTIR DAS 16:30h. Avianca. Loc.: SP. Impressoras Laserjet. DATA RETROATIVA: 09/09/2021 A PARTIR DAS 18:25h. Compartilhado 1093 B. Loc.: SP. Veículos de Passeio e Utilitários. 10/09/2021 A PARTIR DAS 11:30h. PME Eringer. Loc.: SP. Centro de Usinagem Okuma, e Romi. Torno CNC Mazak. 10/09/2021 A PARTIR DAS 13:00h. Boehringer. Loc.: SP. Notebooks Dell e Lenovo, Desktops Lenovo. 10/09/2021 A PARTIR DAS 15:30h. Unisys. Loc.: SP. Estações de Trabalho Duplas com Cadeiras. 10/09/2021 A PARTIR DAS 16:00h. Solicita. Loc.: AL, BA, MA, PA, PR, RS, SP. Iveco Daily, Caminhão Baú VW, Cavalo Mecânico Iveco. 13/09/2021 A PARTIR DAS 10:00h. Topical. Loc.: BA, GO, MT, PE, SP. Caminhões, Carrocerias, Cavalo Mecânico, Semirreboque e. 13/09/2021 A PARTIR DAS 10:30h. PME Oeste Engenharia. Loc.: SC. Volkswagen Saveiro 1.6, e Caminhão Betoneira Mercedes. 13/09/2021 A PARTIR DAS 11:00h. Fórmula Zero. Loc.: PA. Volkswagen Amarok, Toyota Hilux, Mercedes. 13/09/2021 A PARTIR DAS 14:30h. Schulz. Loc.: SC. Motobombas, Geradores, Roçadeiras, Cortadores. 13/09/2021 A PARTIR DAS 15:00h. Totalflex. Loc.: MG. Caminhão Guindauto Scania P310. 14/09/2021 A PARTIR DAS 10:00h. PME Central de Equipamentos. Loc.: SC. Escada Rolante Atlas, linhas de Congelados Eletrofrio, Racks. 14/09/2021 A PARTIR DAS 10:30h. Bentier. Loc.: SP. Prensa Hidráulica Schuler. 14/09/2021 A PARTIR DAS 11:00h. PME Mac Imóveis. Loc.: CE. Aprox. 27.840 Kg de Estruturas Metálicas. 14/09/2021 A PARTIR DAS 14:00h. Usina Eiter. Loc.: SP. Veículos de Passeio, Utilitários, Caminhões Baú, Tratores. 14/09/2021 A PARTIR DAS 16:00h. SLC Agrícola. Loc.: BA, MA, MS, MT, PI. Veículos, Caminhões Carga Seca, Colheitadeiras. 14/09/2021 A PARTIR DAS 16:30h. Continental. Loc.: SP. Calandra 3 Rolos e Prensas Hidráulicas. 14/09/2021 A PARTIR DAS 17:00h. Schulz. Loc.: SC. Politriz, Rebitador Pneumático, Estojo de Ferramentas. (35, 576, 469, 698)
ad-footer: Tel.: (11) 4950-9400 e-mail: cac@superbid.net - Leiloeiro: Av. Eng. Luís Carlos Berrini, 105, Edifício Berrini One, 4º andar, São Paulo/SP, CEP: 04571-010. Os bens serão vendidos no estado em que se encontram. A descrição detalhada dos bens está disponível no site www.superbid.net e mais informações pelo telefone. (491, 502, 971, 516)
edital-phone: Informações: (11) 4950-9660 (178, 726, 253, 733)
ad-footer: Tel.: (11) 4950-9400 e-mail: cac@superbid.net - Leiloeiro: Av. Eng. Luís Carlos Berrini, 105, Edifício Berrini One, 4º andar, São Paulo/SP, CEP: 04571-010. Os bens serão vendidos no estado em que se encontram. A descrição detalhada dos bens está disponível no site www.superbid.net e mais informações pelo telefone. (491, 103, 971, 117)
superbid-banner: SUPERBID.NET - 11 4950-9400 SUPERBID (31, 558, 473, 574)
facebook-icon: ⓕ (338, 1601, 347, 1607)
rb-body: Data, hora, local: 06.07.2021, às 10h, na sede, Avenida Brigadeiro Faria Lima, 4.440, 11º andar, parte, São Paulo/SP. Presença: Totalidade do capital social. Mesa: Presidente: Regis Dall'Agnese e Secretário: Rafael Kiyoshi Ishihara Silvestri Frizzan. Deliberações Aprovadas: a) As contas dos administradores, o relatório da administração, as demonstrações financeiras e o parecer dos auditores independentes referentes ao exercício de 31.12.2020, publicados no dia 01.07.2021 no Diário Oficial do Estado de São Paulo e Gazeta de São Paulo; (b) Destinar o prejuízo, apurado no exercício encerrado em 31.12.2020 no valor total de R$ 30.332,11, a conta de prejuízos acumulados; (c) Reeleger para os cargos de membros do Conselho: (i) Regis Dall'Agnese, administrador de empresas, RG 10.489.763-X SSP/SP, CPF/MF 896.615.448-20; (ii) Marcelo Michaluá, brasileiro, administrador de empresas, RG 27.217.352-7 SSP/SP, CPF/MF 152.389.658-47; e (c) Adalberto de Araújo Cavalcanti, engenheiro, RG 37.446.360 SSP/BA, CPF/MF 734.506.414-49, todos brasileiros, casados e residentes em São Paulo/SP. Os membros ora eleitos são investidos nos termos do Artigo 15, §1º, do Estatuto Social. Fica ratificada também a eleição e investidos nos cargos de membros do Conselho de Administração; (d) Fixar a verba global anual para remuneração dos administradores, fixados para o exercício 2021 em até R$ 2.000.000,00 (dois milhões de reais), em conformidade com o Estatuto Social. Termo de Posse arquivado na sede da Companhia. Encerramento: Nada mais. São Paulo, 06.07.2021. Assinaturas: Regis Dall'Agnese - Presidente; Rafael Kiyoshi Ishihara Silvestri Frizzan - Secretário. Acionistas: RB Capital Asset Management Ltda., por seus Diretores Regis Dall'Agnese e Glauber Sprung; Rafael Kiyoshi Ishihara Silvestri Frizzan. JUCESP nº 354.722/21-2 em 10.08.2021. Gisela Simiema Ceschin - Secretária Geral. (497, 1623, 965, 1691)
ad-listing: 13/09/2021 A PARTIR DAS 14:01h. São Gerônimo. Loc.: PR. Cavalo Mecânico, Micro Ônibus, Máquinas Industriais. (495, 369, 762, 376)
milan-website[interactable]: WWW.MILANLEILOES.COM.BR (289, 1699, 467, 1714)
publique-house-ad (787, 1232, 972, 1586)
superbid-ad (490, 575, 972, 619)
ad-footer: Tel.: (11) 4950-9400 e-mail: cac@superbid.net - Leiloeiro: Av. Eng. Luís Carlos Berrini, 105, Edifício Berrini One, 4º andar, São Paulo/SP, CEP: 04571-010. Os bens serão vendidos no estado em que se encontram. A descrição detalhada dos bens está disponível no site www.superbid.net e mais informações pelo telefone. (491, 328, 971, 342)
judicial-edital (30, 723, 474, 997)
rb-capital-notice (490, 1592, 972, 1768)
arena-description: Do bem imóvel: Um prédio, na Rua Madre Cabrini, nºs 328 e 314-fundos, no 9º Subdistrito - Vila Mariana, assim descrito: - tem início no ponto 1, situado no alinhamento da Rua Madre Cabrini, distante 252,94 ms do alinhamento predial da Rua Coronel Lisboa, daí segue 10,10ms pelo alinhamento predial da Rua Madre Cabrini até o ponto 2; daí deflete à esquerda, formando ângulo interno 88°32'45" e segue 106,18ms confrontando com o prédio nº 314 da Rua Madre Cabrini, até o ponto A; daí deflete à direita, formando ângulo interno de 267º11'00" e segue 16,60ms, confrontando ainda com o prédio nº 314 até o ponto B, daí deflete à esquerda, formando ângulo interno de 89º54'41", e segue 46,37ms confrontando com o prédio nº 296 da Rua Madre Cabrini até o ponto C, daí deflete à esquerda formando um ângulo interno de 112º03'32" e segue 15,27 ms confrontando pela linha sanitária com o imóvel nº 117 da Rua Professor Frontino Guimarães até o ponto D, daí deflete à direita, formando ângulo interno de 250°13'47" e segue 5,52m confrontando com a referida viela até o ponto 3, daí deflete à esquerda formando ângulo interno de 102°40'00", e segue 7,35ms confrontando com a mesma viela sanitária (hoje canalizado do Córrego do Sapateiro), até o ponto 4, daí deflete à esquerda, formando ângulo interno de 78°23'16" e segue 160,13ms confrontando com o prédio nº 332 da Rua Madre Cabrini (Condomínio British Garden) até encontrar o ponto 1, onde forma um segmento inicial ângulo interno de 93°23'51", encerrando a área de 2.446,78m². Matriculado sob o nº 77.712 do 1º Cartório de Registro de Imóveis de São Paulo com cadastro municipal nº 037.093.0601-5. Avaliado por R$9.000.000,00 (nove milhões de reais) - dezembro/2018, conforme laudo pericial acostado à fls. 979/1039 e homologado pela decisão de fls. 1049/1051, atualizado pela Tabela Prática para Cálculo de Atualização do TJ/SP para junho de 2021, perfaz o valor de R$10.262.264,21 (dez milhões, duzentos e sessenta e dois mil e duzentos e sessenta e quatro reais e vinte e um centavos). Todas as condições e regras estão disponíveis no edital na íntegra. Exequente: Ellosul Engenharia e Construções Ltda. Executado: Construtora Wasserman S/A (497, 1340, 775, 1475)
chevron-right-icon (30, 30, 43, 52)
ad-footer: Tel.: (11) 4950-9400 e-mail: cac@superbid.net - Leiloeiro: Av. Eng. Luís Carlos Berrini, 105, Edifício Berrini One, 4º andar, São Paulo/SP, CEP: 04571-010. Os bens serão vendidos no estado em que se encontram. A descrição detalhada dos bens está disponível no site www.superbid.net e mais informações pelo telefone. (31, 412, 473, 426)
